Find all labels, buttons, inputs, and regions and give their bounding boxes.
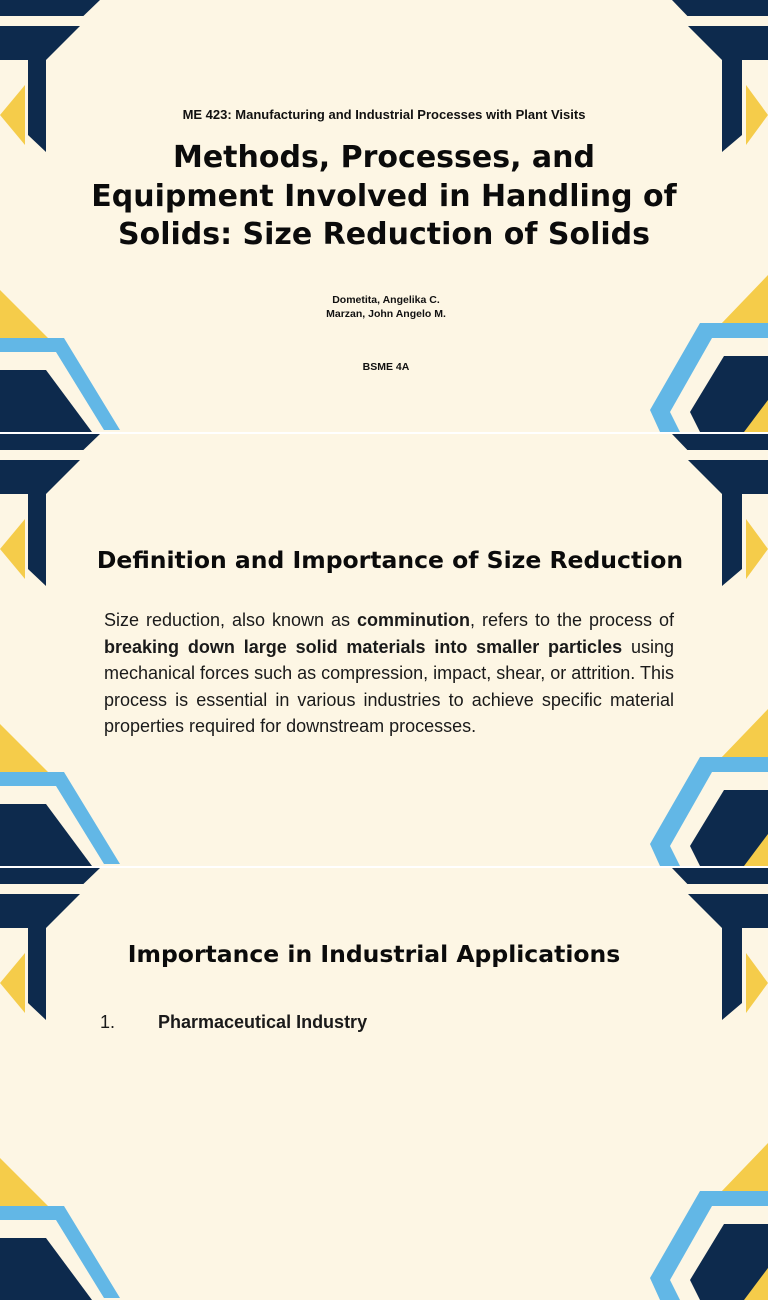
para-text: using mechanical forces such as compression, impact, shear, or attrition. This process is essential in various industries to achieve specific material properties required for downstream processes. [104,636,674,736]
slide-decoration [0,868,768,1300]
list-label: Pharmaceutical Industry [158,1012,368,1032]
importance-heading: Importance in Industrial Applications [127,940,621,968]
title-slide [0,0,768,432]
list-number: 1. [100,1012,116,1032]
section-label: BSME 4A [362,361,410,373]
author-name: Marzan, John Angelo M. [326,308,446,320]
para-text: Size reduction, also known as [104,610,358,630]
para-bold: comminution [357,610,471,630]
list-item [100,1012,660,1033]
course-title: ME 423: Manufacturing and Industrial Processes with Plant Visits [182,107,586,122]
author-list [0,293,768,321]
definition-paragraph [104,607,674,740]
author-name: Dometita, Angelika C. [332,294,440,306]
importance-slide [0,868,768,1300]
presentation-title: Methods, Processes, and Equipment Involved in Handling of Solids: Size Reduction of Solids [91,140,677,252]
para-bold: breaking down large solid materials into smaller particles [104,636,623,657]
para-text: , refers to the process of [470,610,674,630]
definition-heading: Definition and Importance of Size Reduction [96,546,684,574]
